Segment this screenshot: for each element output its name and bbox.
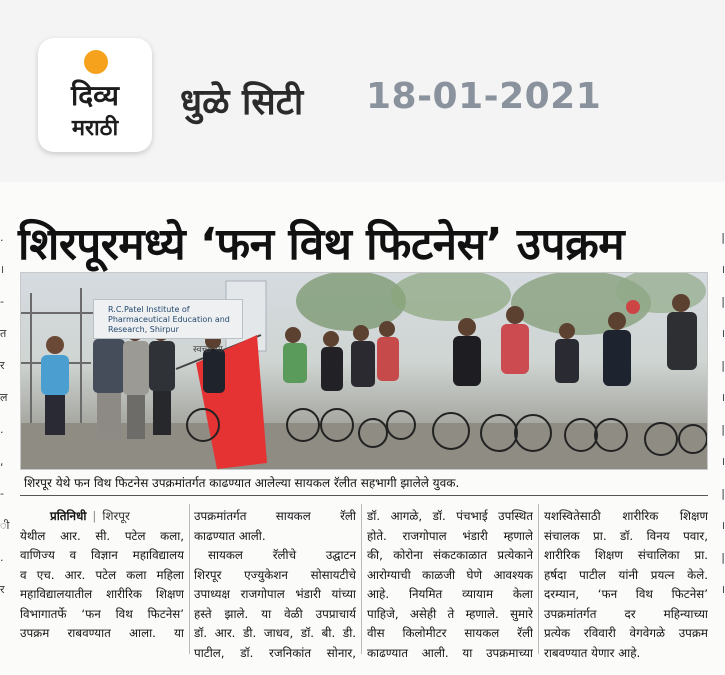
article-column-3	[367, 507, 533, 660]
column-divider	[361, 504, 362, 654]
column-line: की, कोरोना संकटकाळात प्रत्येकाने	[367, 548, 533, 562]
photo-caption: शिरपूर येथे फन विथ फिटनेस उपक्रमांतर्गत काढण्यात आलेल्या सायकल रॅलीत सहभागी झालेले युवक.	[24, 476, 460, 490]
column-line: दरम्यान, ‘फन विथ फिटनेस’	[544, 587, 708, 601]
column-line: वीस किलोमीटर सायकल रॅली	[367, 626, 533, 640]
column-line: वाणिज्य व विज्ञान महाविद्यालय	[20, 548, 184, 562]
column-line: व एच. आर. पटेल कला महिला	[20, 567, 184, 582]
article-column-1	[20, 507, 184, 657]
college-banner: R.C.Patel Institute of Pharmaceutical Education and Research, Shirpur	[93, 299, 243, 339]
byline-label: प्रतिनिधी	[50, 509, 87, 523]
news-clipping	[0, 182, 725, 675]
column-line: शिरपूर एज्युकेशन सोसायटीचे	[194, 567, 356, 582]
logo-text-line2: मराठी	[71, 116, 119, 141]
article-headline: शिरपूरमध्ये ‘फन विथ फिटनेस’ उपक्रम	[18, 219, 625, 270]
article-photo[interactable]	[20, 272, 708, 470]
column-line: पाटील, डॉ. रजनिकांत सोनार,	[194, 645, 356, 660]
column-line: उपक्रमांतर्गत दर महिन्याच्या	[544, 606, 708, 621]
column-line: आरोग्याची काळजी घेणे आवश्यक	[367, 567, 533, 582]
byline-place: शिरपूर	[102, 509, 130, 523]
logo-text-line1: दिव्य	[71, 79, 119, 112]
byline	[20, 507, 184, 527]
divya-marathi-logo[interactable]	[38, 38, 152, 152]
column-line: उपक्रमांतर्गत सायकल रॅली	[194, 509, 356, 523]
road	[21, 423, 708, 470]
column-line: येथील आर. सी. पटेल कला,	[20, 528, 184, 543]
article-column-2	[194, 507, 356, 660]
column-line: उपक्रम राबवण्यात आला. या	[20, 626, 184, 640]
column-line: डॉ. आगळे, डॉ. पंचभाई उपस्थित	[367, 509, 533, 523]
app-header	[0, 0, 725, 180]
column-line: यशस्वितेसाठी शारीरिक शिक्षण	[544, 509, 708, 523]
column-line: उपाध्यक्ष राजगोपाल भंडारी यांच्या	[194, 587, 356, 601]
column-line: शारीरिक शिक्षण संचालिका प्रा.	[544, 548, 708, 562]
adjacent-column-edge-right: | । | । | । | । | । | ।	[720, 231, 725, 596]
column-line: विभागातर्फे ‘फन विथ फिटनेस’	[20, 606, 184, 621]
column-line: संचालक प्रा. डॉ. विनय पवार,	[544, 528, 708, 543]
background-trees	[296, 273, 706, 335]
column-line: आहे. नियमित व्यायाम केला	[367, 587, 533, 601]
column-line: होते. राजगोपाल भंडारी म्हणाले	[367, 528, 533, 543]
sun-icon	[84, 50, 108, 74]
column-divider	[538, 504, 539, 654]
adjacent-column-edge-left: . । - त र ल . , - ी . र	[0, 231, 10, 596]
caption-divider	[20, 495, 708, 496]
article-column-4	[544, 507, 708, 660]
swachh-bharat-banner: स्वच्छ भा	[193, 345, 223, 355]
byline-separator: |	[92, 509, 97, 523]
column-line: महाविद्यालयातील शारीरिक शिक्षण	[20, 587, 184, 601]
column-line: काढण्यात आली. या उपक्रमाच्या	[367, 645, 533, 660]
column-divider	[189, 504, 190, 654]
column-line: प्रत्येक रविवारी वेगवेगळे उपक्रम	[544, 626, 708, 640]
column-line: हर्षदा पाटील यांनी प्रयत्न केले.	[544, 567, 708, 582]
column-line: राबवण्यात येणार आहे.	[544, 645, 641, 660]
column-line: सायकल रॅलीचे उद्घाटन	[208, 548, 356, 562]
column-line: हस्ते झाले. या वेळी उपप्राचार्य	[194, 606, 356, 621]
column-line: डॉ. आर. डी. जाधव, डॉ. बी. डी.	[194, 626, 356, 640]
edition-date: 18-01-2021	[366, 76, 602, 117]
column-line: काढण्यात आली.	[194, 528, 266, 543]
city-title: धुळे सिटी	[180, 82, 304, 123]
column-line: पाहिजे, असेही ते म्हणाले. सुमारे	[367, 606, 533, 621]
